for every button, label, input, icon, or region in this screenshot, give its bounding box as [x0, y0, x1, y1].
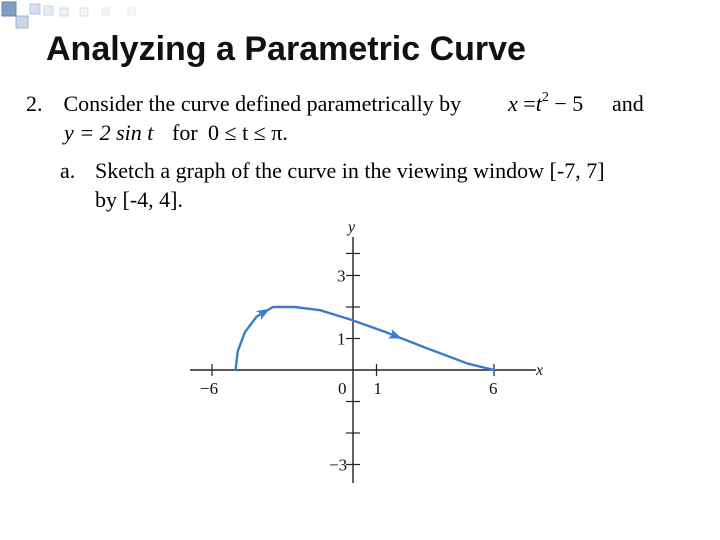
- direction-arrows: [256, 305, 404, 344]
- x-axis-label: x: [536, 362, 544, 379]
- y-tick-label: 1: [337, 329, 346, 349]
- axes: [190, 237, 536, 483]
- part-a-label: a.: [60, 158, 76, 183]
- x-tick-label: 0: [338, 379, 347, 398]
- parametric-curve-graph: [170, 215, 560, 490]
- part-a-text-line-2: by [-4, 4].: [95, 187, 183, 212]
- problem-number: 2.: [26, 91, 43, 116]
- x-tick-label: 1: [373, 379, 382, 398]
- direction-arrow: [388, 329, 404, 343]
- problem-for: for: [172, 120, 198, 145]
- y-axis-label: y: [348, 219, 356, 236]
- problem-math-y-definition: y = 2 sin t: [64, 120, 154, 145]
- parametric-curve: [236, 307, 495, 370]
- part-a-text-line-1: Sketch a graph of the curve in the viewing window [-7, 7]: [95, 158, 605, 183]
- direction-arrow: [256, 305, 272, 320]
- x-tick-label: −6: [200, 379, 219, 398]
- slide-title: Analyzing a Parametric Curve: [46, 30, 526, 68]
- problem-and: and: [612, 91, 644, 116]
- y-tick-label: 3: [337, 266, 346, 286]
- x-tick-label: 6: [489, 379, 498, 398]
- y-tick-label: −3: [329, 455, 348, 475]
- problem-math-x-definition: $x =t^2 - 5$: [508, 90, 584, 116]
- problem-text: Consider the curve defined parametrically by: [63, 91, 462, 116]
- problem-range: 0 ≤ t ≤ π.: [208, 120, 288, 145]
- problem-line-1: [26, 91, 461, 117]
